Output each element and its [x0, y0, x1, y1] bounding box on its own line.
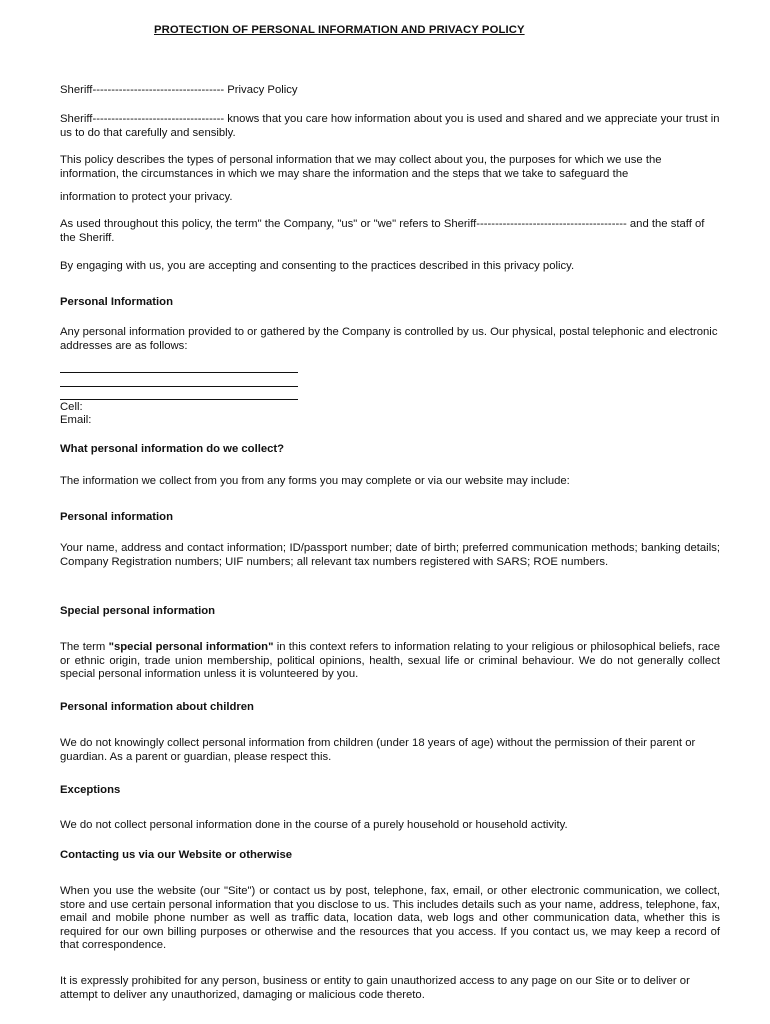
paragraph-addresses: Any personal information provided to or gathered by the Company is controlled by us. Our physical, postal telephonic and electronic addresses are as follows:: [60, 326, 718, 352]
paragraph-care: Sheriff----------------------------------- knows that you care how information about you is used and shared and we appreciate your trust in us to do that carefully and sensibly.: [60, 113, 720, 139]
heading-what-collect: What personal information do we collect?: [60, 443, 285, 455]
paragraph-collect-forms: The information we collect from you from any forms you may complete or via our website may include:: [60, 475, 570, 487]
paragraph-personal-details: Your name, address and contact information; ID/passport number; date of birth; preferred communication methods; banking details; Company Registration numbers; UIF numbers; all relevant tax numbers registered with SARS; ROE numbers.: [60, 542, 720, 568]
address-line-3: [60, 399, 298, 400]
heading-personal-information-2: Personal information: [60, 511, 173, 523]
special-term-bold: "special personal information": [108, 641, 274, 653]
cell-label: Cell:: [60, 401, 83, 413]
address-line-1: [60, 372, 298, 373]
special-term-intro: The term: [60, 641, 109, 653]
paragraph-contacting: When you use the website (our "Site") or contact us by post, telephone, fax, email, or other electronic communication, we collect, store and use certain personal information that you disclose to us. This includes details such as your name, address, telephone, fax, email and mobile phone number as well as traffic data, location data, web logs and other communication data, whether this is required for our own billing purposes or otherwise and the resources that you access. If you contact us, we may keep a record of that correspondence.: [60, 885, 720, 952]
paragraph-special-information: [60, 641, 720, 682]
heading-contacting: Contacting us via our Website or otherwise: [60, 849, 293, 861]
address-line-2: [60, 386, 298, 387]
paragraph-consent: By engaging with us, you are accepting and consenting to the practices described in this privacy policy.: [60, 260, 575, 272]
page-title: PROTECTION OF PERSONAL INFORMATION AND PRIVACY POLICY: [154, 24, 525, 36]
heading-children: Personal information about children: [60, 701, 254, 713]
paragraph-term-definition: As used throughout this policy, the term" the Company, "us" or "we" refers to Sheriff---------------------------------------- and the staff of the Sheriff.: [60, 218, 705, 244]
paragraph-children: We do not knowingly collect personal information from children (under 18 years of age) without the permission of their parent or guardian. As a parent or guardian, please respect this.: [60, 737, 696, 763]
paragraph-unauthorized-access: It is expressly prohibited for any person, business or entity to gain unauthorized access to any page on our Site or to deliver or attempt to deliver any unauthorized, damaging or malicious code thereto.: [60, 975, 690, 1001]
intro-heading: Sheriff----------------------------------- Privacy Policy: [60, 84, 298, 96]
special-term-rest: in this context refers to information relating to your religious or philosophical beliefs, race or ethnic origin, trade union membership, political opinions, health, sexual life or criminal behaviour. We do not generally collect special personal information unless it is volunteered by you.: [60, 641, 720, 681]
paragraph-exceptions: We do not collect personal information done in the course of a purely household or household activity.: [60, 819, 568, 831]
paragraph-policy-describes: This policy describes the types of personal information that we may collect about you, the purposes for which we use the information, the circumstances in which we may share the information and the steps that we take to safeguard the: [60, 154, 662, 180]
paragraph-policy-describes-cont: information to protect your privacy.: [60, 191, 233, 203]
heading-personal-information: Personal Information: [60, 296, 173, 308]
email-label: Email:: [60, 414, 92, 426]
heading-exceptions: Exceptions: [60, 784, 121, 796]
heading-special-information: Special personal information: [60, 605, 216, 617]
